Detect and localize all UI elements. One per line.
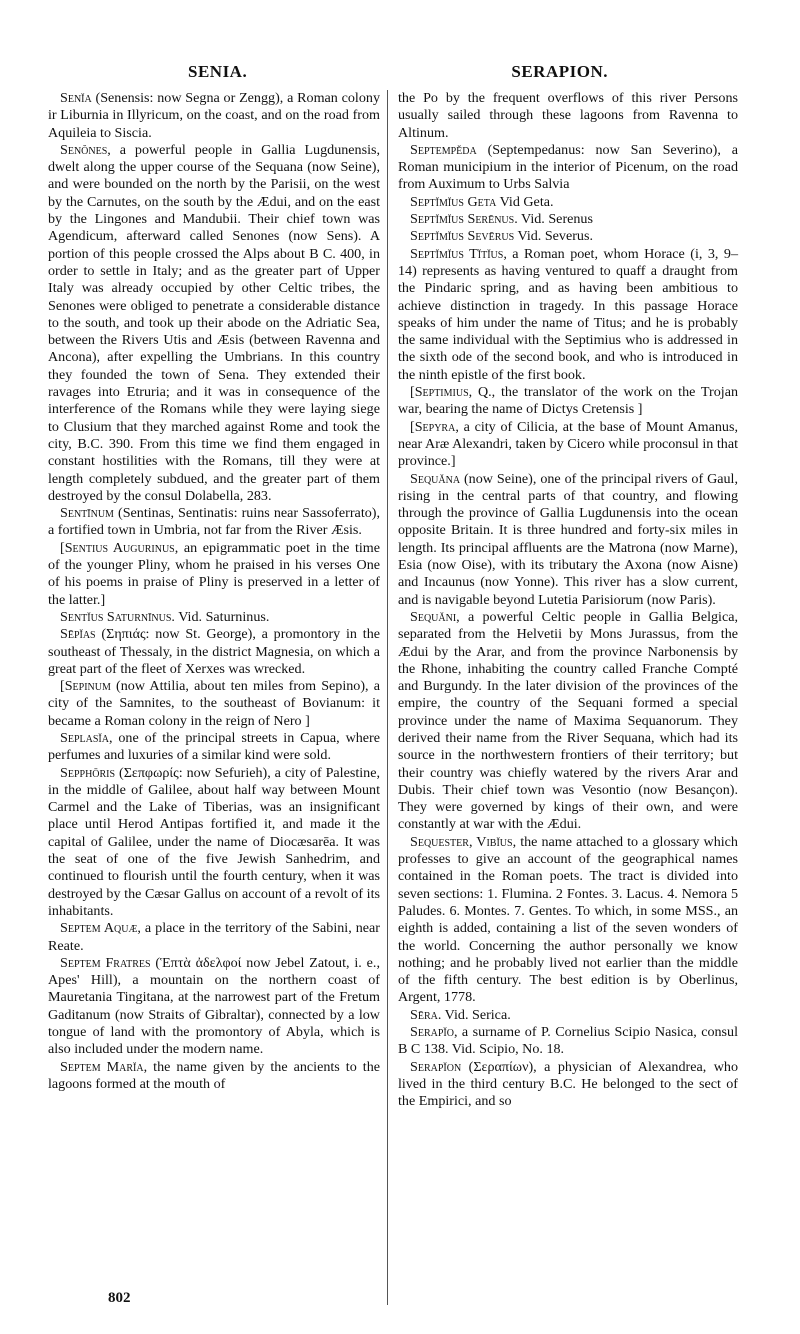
- dictionary-entry: [398, 471, 738, 609]
- dictionary-entry: [48, 540, 380, 609]
- entry-text: one of the principal streets in Capua, where perfumes and luxuries of a similar kind were sold.: [48, 729, 380, 764]
- entry-headword: Septĭmĭus Tĭtĭus,: [410, 245, 507, 262]
- page-header: [48, 62, 758, 84]
- entry-headword: Sequăna: [410, 470, 461, 487]
- entry-text: Vid. Serenus: [517, 211, 593, 228]
- entry-text: a surname of P. Cornelius Scipio Nasica, consul B C 138. Vid. Scipio, No. 18.: [398, 1024, 738, 1058]
- entry-headword: Sentĭus Saturnīnus.: [60, 608, 175, 625]
- dictionary-entry: [48, 142, 380, 505]
- entry-text: (Ἑπτὰ ἀδελφοί now Jebel Zatout, i. e., Apes' Hill), a mountain on the northern coast of Mauretania Tingitana, at the narrowest part of the Fretum Gaditanum (now Straits of Gibraltar), connected by a low tongue of land with the promontory of Abyla, which is also included under the modern name.: [48, 954, 380, 1058]
- left-column: [48, 90, 380, 1093]
- entry-text: (Septempedanus: now San Severino), a Roman municipium in the interior of Picenum, on the road from Auximum to Urbs Salvia: [398, 141, 738, 193]
- dictionary-entry: [48, 609, 380, 626]
- entry-headword: Senĭa: [60, 90, 92, 106]
- entry-headword: [Sentius Augurinus,: [60, 539, 179, 556]
- entry-headword: Sēra.: [410, 1006, 442, 1023]
- entry-text: a city of Cilicia, at the base of Mount Amanus, near Aræ Alexandri, taken by Cicero while proconsul in that province.]: [398, 418, 738, 470]
- entry-headword: Septĭmĭus Sevērus: [410, 228, 515, 245]
- entry-text: (Sentinas, Sentinatis: ruins near Sassoferrato), a fortified town in Umbria, not far from the River Æsis.: [48, 505, 380, 539]
- dictionary-entry: [48, 730, 380, 765]
- entry-text: (Σηπιάς: now St. George), a promontory in the southeast of Thessaly, in the district Magnesia, on which a great part of the fleet of Xerxes was wrecked.: [48, 626, 380, 677]
- entry-headword: Septempĕda: [410, 141, 477, 158]
- dictionary-entry: [398, 419, 738, 471]
- dictionary-entry: [48, 626, 380, 678]
- dictionary-entry: [48, 920, 380, 955]
- entry-headword: [Septimius, Q.,: [410, 384, 496, 401]
- entry-headword: Serapĭon: [410, 1058, 462, 1075]
- entry-text: Vid Geta.: [496, 193, 554, 210]
- dictionary-entry: [48, 505, 380, 540]
- entry-headword: Septem Fratres: [60, 954, 151, 971]
- entry-headword: Septem Aquæ,: [60, 920, 141, 937]
- entry-text: (now Attilia, about ten miles from Sepino), a city of the Samnites, to the southeast of Bovianum: it became a Roman colony in the reign of Nero ]: [48, 678, 380, 729]
- entry-headword: Seplasĭa,: [60, 729, 113, 746]
- page-number: 802: [108, 1290, 131, 1306]
- entry-text: Vid. Serica.: [441, 1006, 511, 1023]
- entry-text: (Senensis: now Segna or Zengg), a Roman colony ir Liburnia in Illyricum, on the coast, and on the road from Aquileia to Siscia.: [48, 90, 380, 141]
- entry-headword: Serapĭo,: [410, 1024, 458, 1041]
- column-divider: [387, 90, 388, 1305]
- entry-text: (Σεπφωρίς: now Sefurieh), a city of Palestine, in the middle of Galilee, about half way between Mount Carmel and the Lake of Tiberias, was an insignificant place until Herod Antipas fortified it, and made it the capital of Galilee, under the name of Diocæsarēa. It was the seat of one of the five Jewish Sanhedrim, and continued to flourish until the fourth century, when it was destroyed by the Cæsar Gallus on account of a revolt of its inhabitants.: [48, 764, 380, 919]
- entry-text: the Po by the frequent overflows of this river Persons usually sailed through these lagoons from Ravenna to Altinum.: [398, 90, 738, 141]
- entry-text: the name attached to a glossary which professes to give an account of the geographical names contained in the Roman poets. The tract is divided into seven sections: 1. Flumina. 2 Fontes. 3. Lacus. 4. Nemora 5 Paludes. 6. Montes. 7. Gentes. To which, in some MSS., an eighth is added, containing a list of the seven wonders of the world. Concerning the author personally we know nothing; and he probably lived not earlier than the middle of the fifth century. The best edition is by Oberlinus, Argent, 1778.: [398, 833, 738, 1006]
- dictionary-entry: [48, 678, 380, 730]
- entry-headword: Sēpĭas: [60, 626, 96, 643]
- entry-headword: [Sepinum: [60, 678, 111, 695]
- entry-headword: Sentīnum: [60, 505, 114, 522]
- dictionary-entry: [48, 90, 380, 142]
- dictionary-entry: [398, 211, 738, 228]
- entry-headword: Septĭmĭus Geta: [410, 193, 497, 210]
- entry-headword: Sequester, Vibĭus,: [410, 833, 517, 850]
- running-head-left: SENIA.: [188, 62, 248, 81]
- entry-text: a powerful Celtic people in Gallia Belgica, separated from the Helvetii by Mons Jurassus, from the Ædui by the Arar, and from the province Narbonensis by the Rhone, inhabiting the country called Franche Compté and Burgundy. In the later division of the provinces of the empire, the country of the Sequani formed a special province under the name of Maxima Sequanorum. They derived their name from the River Sequana, which had its source in the northwestern frontiers of their territory; but their country was chiefly watered by the rivers Arar and Dubis. Their chief town was Vesontio (now Besançon). They were governed by kings of their own, and were constantly at war with the Ædui.: [398, 608, 738, 833]
- dictionary-entry: [398, 609, 738, 834]
- dictionary-entry: [398, 142, 738, 194]
- right-column: [398, 90, 738, 1111]
- dictionary-entry: [48, 955, 380, 1059]
- running-head-right: SERAPION.: [511, 62, 608, 81]
- entry-headword: Septem Marĭa,: [60, 1058, 148, 1075]
- dictionary-entry: [398, 1024, 738, 1059]
- dictionary-entry: [398, 384, 738, 419]
- entry-text: a powerful people in Gallia Lugdunensis, dwelt along the upper course of the Sequana (now Seine), and were bounded on the north by the Parisii, on the west by the Carnutes, on the south by the Ædui, and on the east by the Lingones and Mandubii. Their chief town was Agendicum, afterward called Senones (now Sens). A portion of this people crossed the Alps about B C. 400, in order to settle in Italy; and as the greater part of Upper Italy was already occupied by other Celtic tribes, the Senones were obliged to penetrate a considerable distance to the south, and took up their abode on the Adriatic Sea, between the Rivers Utis and Æsis (between Ravenna and Ancona), after expelling the Umbrians. In this country they founded the town of Sena. They extended their ravages into Etruria; and it was in consequence of the interference of the Romans while they were laying siege to Clusium that they marched against Rome and took the city, B.C. 390. From this time we find them engaged in constant hostilities with the Romans, till they were at length completely subdued, and the greater part of them destroyed by the consul Dolabella, 283.: [48, 141, 380, 504]
- entry-text: (now Seine), one of the principal rivers of Gaul, rising in the central parts of that country, and flowing through the province of Gallia Lugdunensis into the ocean opposite Britain. It is three hundred and forty-six miles in length. Its principal affluents are the Matrona (now Marne), Esia (now Oise), with its tributary the Axona (now Aisne) and Incaunus (now Yonne). This river has a slow current, and is navigable beyond Lutetia Parisiorum (now Paris).: [398, 470, 738, 608]
- dictionary-entry: [398, 834, 738, 1007]
- entry-text: (Σεραπίων), a physician of Alexandrea, who lived in the third century B.C. He belonged to the sect of the Empirici, and so: [398, 1058, 738, 1110]
- entry-headword: Sequăni,: [410, 608, 460, 625]
- entry-text: an epigrammatic poet in the time of the younger Pliny, whom he praised in his verses One of his poems in praise of Pliny is preserved in a letter of the latter.]: [48, 539, 381, 608]
- entry-text: a place in the territory of the Sabini, near Reate.: [48, 920, 380, 954]
- dictionary-entry: [398, 194, 738, 211]
- entry-text: a Roman poet, whom Horace (i, 3, 9–14) represents as having ventured to quaff a draught from the Pindaric spring, and as having been ambitious to achieve distinction in tragedy. In this passage Horace speaks of him under the name of Titus; and he is probably the same individual with the Septimius who is addressed in the sixth ode of the second book, and who is introduced in the ninth epistle of the first book.: [398, 245, 738, 383]
- entry-text: Vid. Saturninus.: [174, 608, 270, 625]
- dictionary-entry-continued: [398, 90, 738, 142]
- entry-headword: Senŏnes,: [60, 141, 111, 158]
- dictionary-entry: [48, 765, 380, 921]
- dictionary-entry: [398, 228, 738, 245]
- entry-headword: [Sepyra,: [410, 418, 459, 435]
- dictionary-entry: [398, 246, 738, 384]
- dictionary-entry: [398, 1059, 738, 1111]
- entry-headword: Sepphōris: [60, 764, 116, 781]
- entry-headword: Septĭmĭus Serēnus.: [410, 211, 518, 228]
- dictionary-entry: [398, 1007, 738, 1024]
- entry-text: the translator of the work on the Trojan war, bearing the name of Dictys Cretensis ]: [398, 384, 738, 418]
- entry-text: the name given by the ancients to the lagoons formed at the mouth of: [48, 1058, 380, 1092]
- entry-text: Vid. Severus.: [514, 228, 593, 245]
- dictionary-entry: [48, 1059, 380, 1094]
